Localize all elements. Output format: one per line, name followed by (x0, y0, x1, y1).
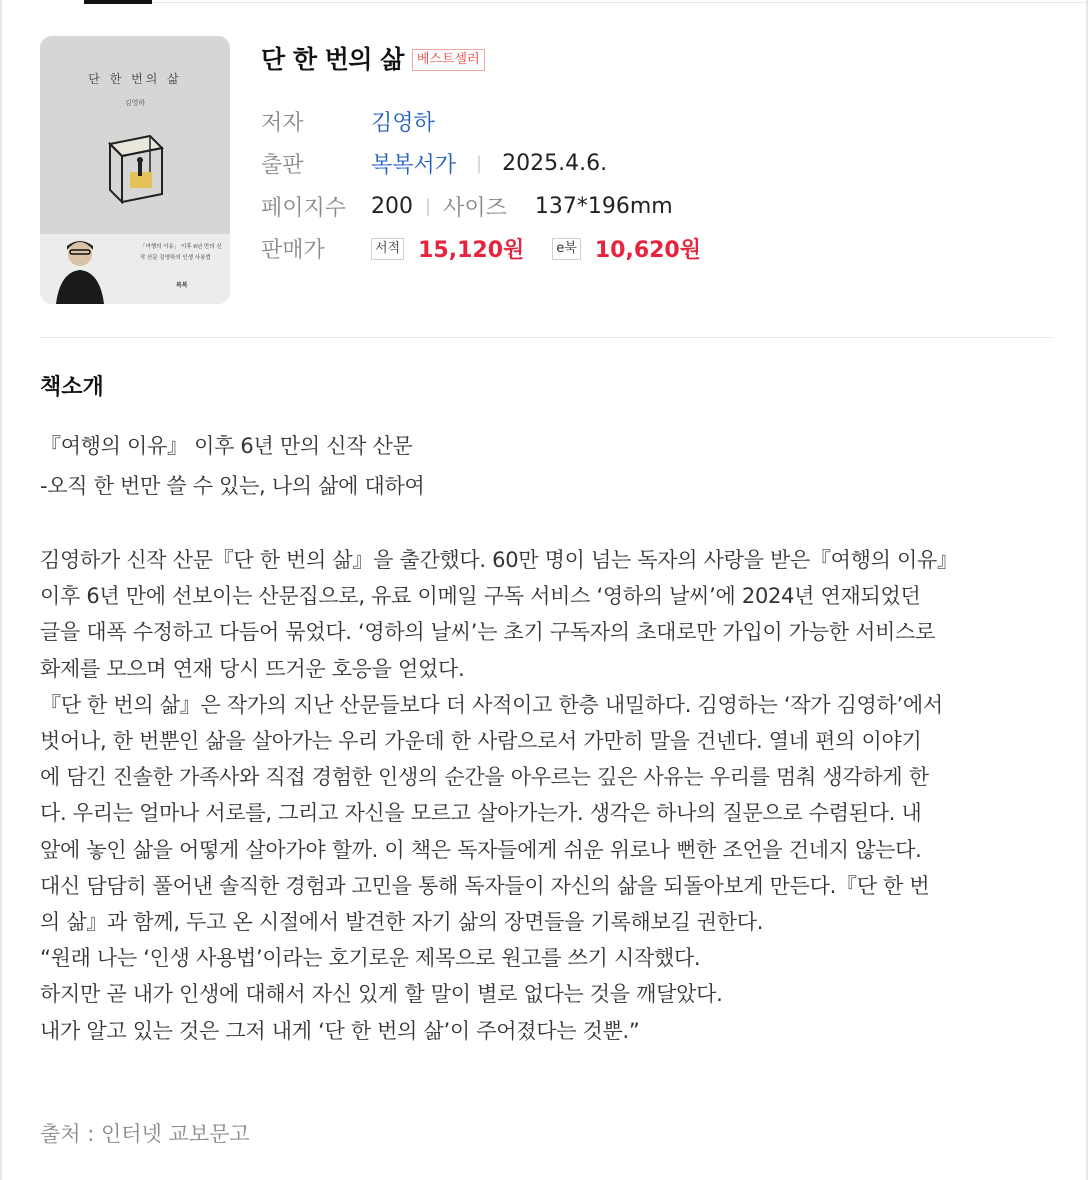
pages-label: 페이지수 (261, 196, 347, 221)
cover-author: 김영하 (124, 99, 146, 107)
size-value: 137*196mm (534, 194, 673, 219)
body-line: 앞에 놓인 삶을 어떻게 살아가야 할까. 이 책은 독자들에게 쉬운 위로나 뻔한 조언을 건네지 않는다. (40, 837, 922, 862)
publication-date: 2025.4.6. (502, 151, 608, 176)
publisher-label: 출판 (261, 153, 304, 178)
pages-row (261, 191, 673, 222)
cover-publisher-logo: 복복 (176, 282, 188, 289)
body-line: 벗어나, 한 번뿐인 삶을 살아가는 우리 가운데 한 사람으로서 가만히 말을 건넨다. 열네 편의 이야기 (40, 729, 922, 754)
section-divider (40, 337, 1052, 338)
separator: | (476, 153, 483, 174)
author-link[interactable]: 김영하 (371, 111, 435, 136)
body-line: 에 담긴 진솔한 가족사와 직접 경험한 인생의 순간을 아우르는 깊은 사유는 우리를 멈춰 생각하게 한 (40, 765, 929, 790)
cover-title: 단 한 번의 삶 (88, 72, 182, 86)
bestseller-badge: 베스트셀러 (412, 49, 485, 71)
body-line: 내가 알고 있는 것은 그저 내게 ‘단 한 번의 삶’이 주어졌다는 것뿐.” (40, 1018, 640, 1043)
body-line: 대신 담담히 풀어낸 솔직한 경험과 고민을 통해 독자들이 자신의 삶을 되돌아보게 만든다.『단 한 번 (40, 873, 930, 898)
ebook-tag: e북 (552, 238, 581, 260)
title-row (261, 40, 485, 76)
publisher-row (261, 148, 607, 179)
intro-text (40, 426, 1060, 506)
publisher-link[interactable]: 복복서가 (371, 153, 457, 178)
book-cover-image[interactable] (40, 36, 230, 304)
author-label: 저자 (261, 111, 304, 136)
body-line: 이후 6년 만에 선보이는 산문집으로, 유료 이메일 구독 서비스 ‘영하의 날씨’에 2024년 연재되었던 (40, 584, 921, 609)
cover-blurb: 「여행의 이유」 이후 6년 만의 신작 산문 김영하의 인생 사용법 (140, 244, 222, 261)
top-divider (152, 2, 1086, 3)
intro-line: 『여행의 이유』 이후 6년 만의 신작 산문 (40, 434, 413, 458)
description-body (40, 542, 1058, 1049)
body-line: 김영하가 신작 산문『단 한 번의 삶』을 출간했다. 60만 명이 넘는 독자의 사랑을 받은『여행의 이유』 (40, 548, 958, 572)
size-label: 사이즈 (443, 196, 507, 221)
price-label: 판매가 (261, 238, 325, 263)
ebook-price: 10,620원 (594, 238, 701, 263)
author-photo-icon (52, 232, 108, 304)
separator: | (425, 196, 432, 217)
body-line: 화제를 모으며 연재 당시 뜨거운 호응을 얻었다. (40, 656, 465, 681)
price-row (261, 233, 729, 264)
body-line: 하지만 곧 내가 인생에 대해서 자신 있게 할 말이 별로 없다는 것을 깨달았다. (40, 982, 723, 1007)
body-line: “원래 나는 ‘인생 사용법’이라는 호기로운 제목으로 원고를 쓰기 시작했다. (40, 946, 701, 971)
print-price: 15,120원 (418, 238, 525, 263)
source-credit: 출처 : 인터넷 교보문고 (40, 1122, 250, 1146)
body-line: 의 삶』과 함께, 두고 온 시절에서 발견한 자기 삶의 장면들을 기록해보길 권한다. (40, 910, 764, 935)
author-row (261, 106, 435, 137)
body-line: 『단 한 번의 삶』은 작가의 지난 산문들보다 더 사적이고 한층 내밀하다. 김영하는 ‘작가 김영하’에서 (40, 692, 943, 717)
body-line: 다. 우리는 얼마나 서로를, 그리고 자신을 모르고 살아가는가. 생각은 하나의 질문으로 수렴된다. 내 (40, 801, 922, 826)
cover-box-illustration (100, 124, 170, 220)
section-title: 책소개 (40, 375, 104, 400)
pages-value: 200 (371, 194, 413, 219)
book-title: 단 한 번의 삶 (261, 45, 404, 74)
print-tag: 서적 (371, 238, 404, 260)
intro-line: -오직 한 번만 쓸 수 있는, 나의 삶에 대하여 (40, 474, 425, 498)
body-line: 글을 대폭 수정하고 다듬어 묶었다. ‘영하의 날씨’는 초기 구독자의 초대로만 가입이 가능한 서비스로 (40, 620, 936, 645)
active-tab-indicator (84, 0, 152, 4)
